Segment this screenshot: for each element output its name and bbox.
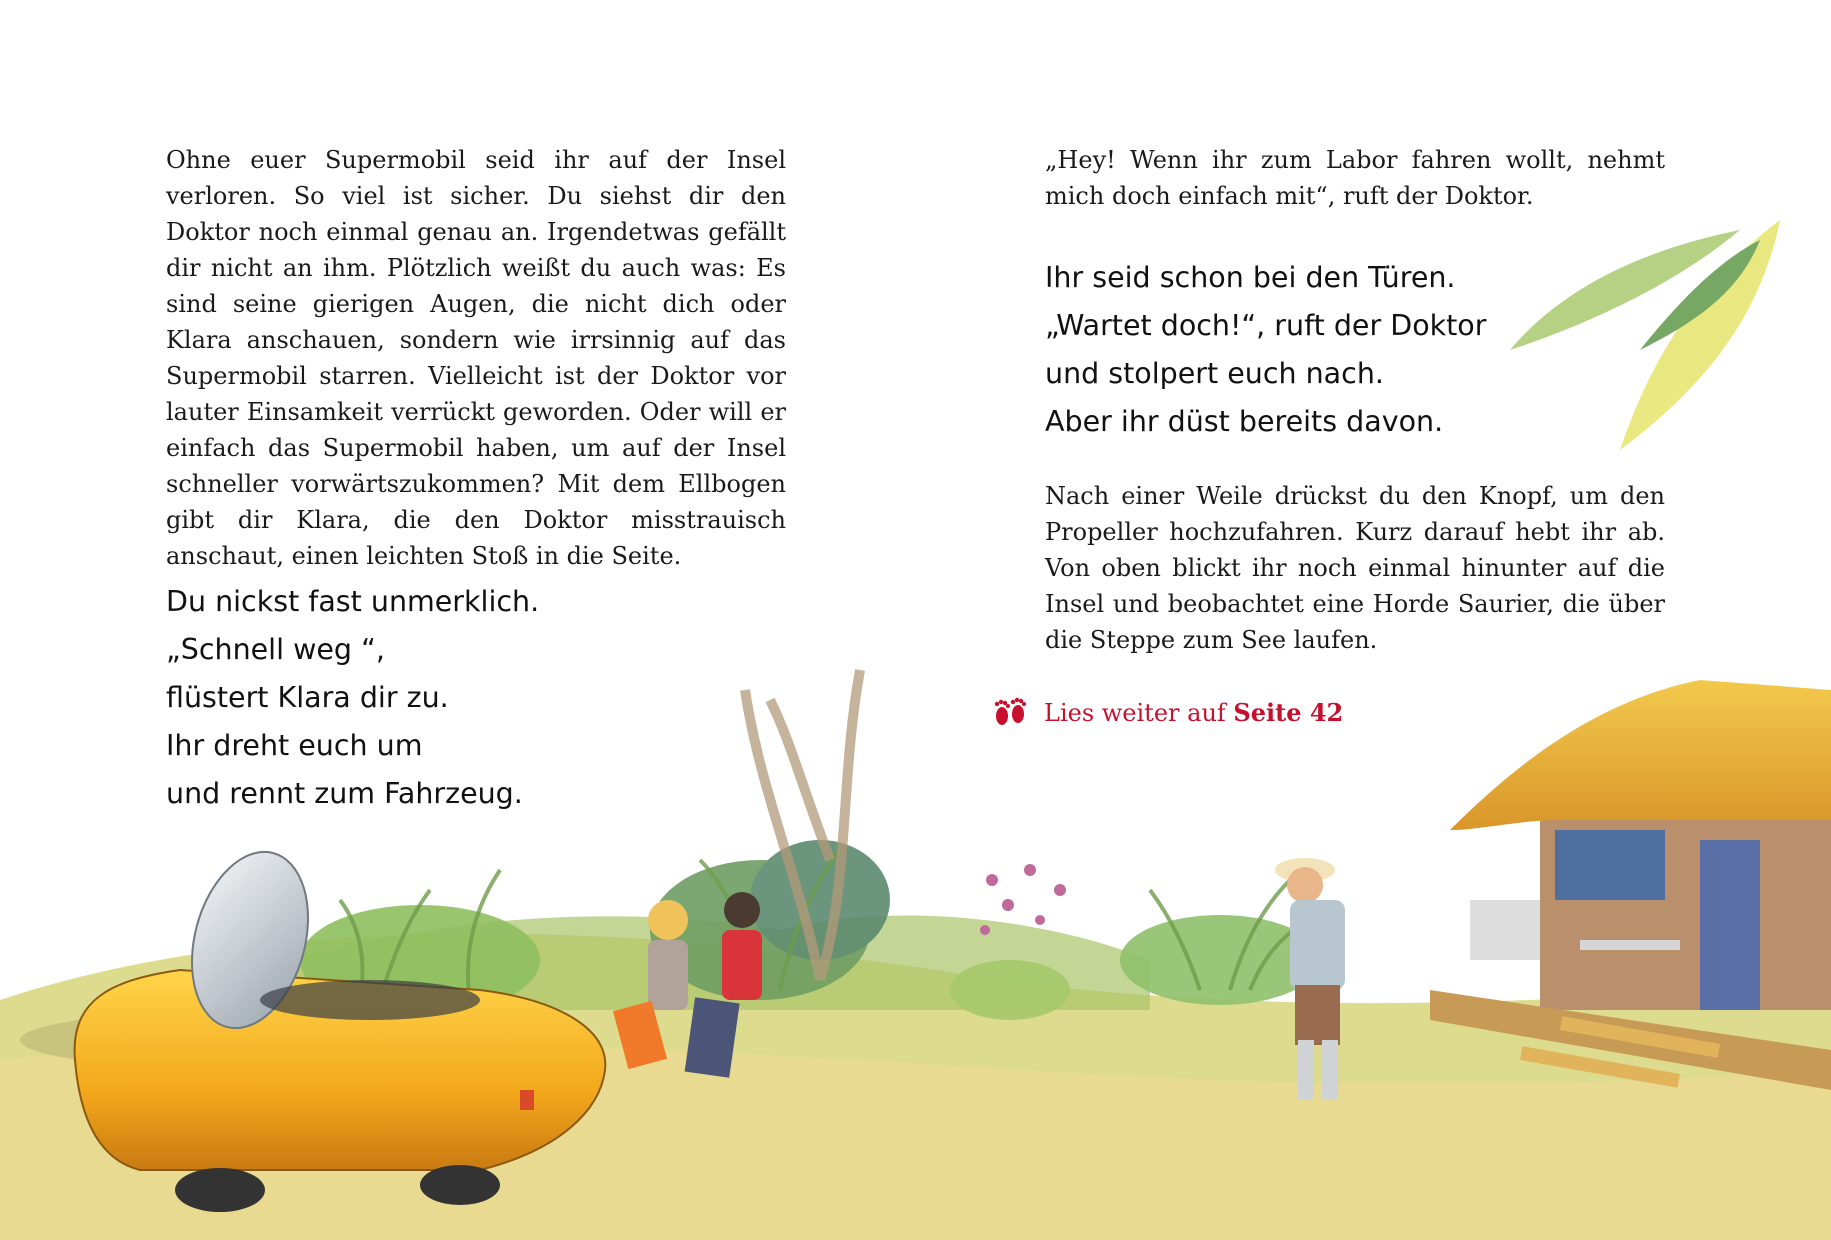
- continue-prefix: Lies weiter auf: [1044, 698, 1226, 727]
- continue-target[interactable]: Seite 42: [1233, 697, 1344, 727]
- left-paragraph: Ohne euer Supermobil seid ihr auf der Insel verloren. So viel ist sicher. Du siehst dir den Doktor noch einmal genau an. Irgendetwas gefällt dir nicht an ihm. Plötzlich weißt du auch was: Es sind seine gierigen Augen, die nicht dich oder Klara anschauen, sondern wie irrsinnig auf das Supermobil starren. Vielleicht ist der Doktor vor lauter Einsamkeit verrückt geworden. Oder will er einfach das Supermobil haben, um auf der Insel schneller vorwärtszukommen? Mit dem Ellbogen gibt dir Klara, die den Doktor misstrauisch anschaut, einen leichten Stoß in die Seite.: [166, 146, 786, 570]
- right-easy-read-block: [1045, 254, 1486, 446]
- left-easy-read-block: [166, 578, 539, 818]
- right-paragraph: Nach einer Weile drückst du den Knopf, um den Propeller hochzufahren. Kurz darauf hebt ihr ab. Von oben blickt ihr noch einmal hinunter auf die Insel und beobachtet eine Horde Saurier, die über die Steppe zum See laufen.: [1045, 482, 1665, 654]
- easy-read-line: Du nickst fast unmerklich.: [166, 585, 540, 618]
- palm-leaves: [1510, 220, 1780, 450]
- easy-read-line: „Wartet doch!“, ruft der Doktor: [1045, 309, 1487, 342]
- easy-read-line: „Schnell weg “,: [166, 633, 385, 666]
- easy-read-line: und stolpert euch nach.: [1045, 357, 1384, 390]
- easy-read-line: und rennt zum Fahrzeug.: [166, 777, 523, 810]
- easy-read-line: Ihr dreht euch um: [166, 729, 423, 762]
- easy-read-line: Ihr seid schon bei den Türen.: [1045, 261, 1456, 294]
- easy-read-line: Aber ihr düst bereits davon.: [1045, 405, 1444, 438]
- footprints-icon: [990, 692, 1030, 732]
- right-quote-paragraph: „Hey! Wenn ihr zum Labor fahren wollt, nehmt mich doch einfach mit“, ruft der Doktor.: [1045, 146, 1665, 210]
- continue-reading-link[interactable]: [990, 692, 1343, 732]
- easy-read-line: flüstert Klara dir zu.: [166, 681, 449, 714]
- continue-text: [1044, 698, 1343, 727]
